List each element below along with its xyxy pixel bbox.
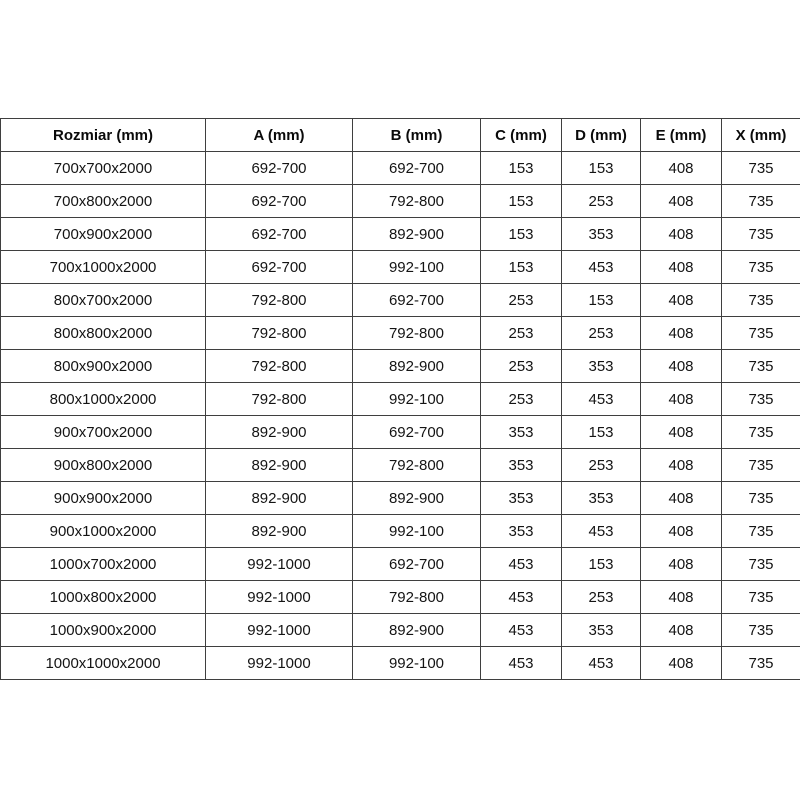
table-cell: 792-800 [206, 317, 353, 350]
table-cell: 892-900 [206, 449, 353, 482]
table-cell: 735 [722, 284, 800, 317]
table-cell: 800x700x2000 [1, 284, 206, 317]
table-cell: 900x1000x2000 [1, 515, 206, 548]
table-cell: 992-1000 [206, 548, 353, 581]
table-cell: 353 [481, 482, 562, 515]
table-cell: 892-900 [206, 482, 353, 515]
table-cell: 408 [641, 614, 722, 647]
table-row [1, 449, 800, 482]
table-cell: 153 [562, 152, 641, 185]
table-cell: 735 [722, 383, 800, 416]
table-cell: 453 [481, 581, 562, 614]
table-cell: 900x900x2000 [1, 482, 206, 515]
table-cell: 353 [481, 416, 562, 449]
table-cell: 700x1000x2000 [1, 251, 206, 284]
table-row [1, 647, 800, 680]
table-cell: 735 [722, 581, 800, 614]
table-cell: 408 [641, 449, 722, 482]
table-row [1, 383, 800, 416]
table-cell: 153 [562, 416, 641, 449]
table-cell: 892-900 [353, 350, 481, 383]
table-cell: 453 [481, 548, 562, 581]
column-header-4: D (mm) [562, 119, 641, 152]
table-cell: 792-800 [353, 185, 481, 218]
table-cell: 153 [481, 152, 562, 185]
table-cell: 892-900 [353, 482, 481, 515]
table-cell: 735 [722, 218, 800, 251]
table-cell: 735 [722, 251, 800, 284]
table-cell: 253 [481, 317, 562, 350]
table-cell: 453 [481, 647, 562, 680]
table-row [1, 251, 800, 284]
table-cell: 792-800 [206, 350, 353, 383]
table-cell: 408 [641, 218, 722, 251]
column-header-1: A (mm) [206, 119, 353, 152]
table-cell: 792-800 [353, 449, 481, 482]
table-cell: 353 [481, 449, 562, 482]
table-cell: 892-900 [206, 416, 353, 449]
table-row [1, 317, 800, 350]
header-row [1, 119, 800, 152]
table-cell: 692-700 [353, 284, 481, 317]
table-cell: 453 [562, 251, 641, 284]
table-cell: 735 [722, 548, 800, 581]
table-row [1, 614, 800, 647]
table-cell: 700x700x2000 [1, 152, 206, 185]
table-cell: 992-1000 [206, 581, 353, 614]
table-cell: 353 [562, 482, 641, 515]
column-header-6: X (mm) [722, 119, 800, 152]
table-cell: 735 [722, 482, 800, 515]
table-cell: 900x700x2000 [1, 416, 206, 449]
table-cell: 1000x700x2000 [1, 548, 206, 581]
table-cell: 253 [562, 317, 641, 350]
column-header-3: C (mm) [481, 119, 562, 152]
table-cell: 453 [562, 383, 641, 416]
table-cell: 900x800x2000 [1, 449, 206, 482]
table-cell: 253 [562, 449, 641, 482]
table-row [1, 581, 800, 614]
table-cell: 992-1000 [206, 647, 353, 680]
column-header-2: B (mm) [353, 119, 481, 152]
table-cell: 453 [562, 647, 641, 680]
table-cell: 153 [562, 284, 641, 317]
table-cell: 153 [481, 251, 562, 284]
table-cell: 735 [722, 350, 800, 383]
table-cell: 253 [481, 350, 562, 383]
table-cell: 408 [641, 383, 722, 416]
table-cell: 992-100 [353, 647, 481, 680]
dimensions-table-container [0, 118, 800, 680]
table-cell: 153 [562, 548, 641, 581]
table-cell: 992-100 [353, 383, 481, 416]
table-cell: 408 [641, 317, 722, 350]
table-cell: 792-800 [206, 284, 353, 317]
table-cell: 408 [641, 251, 722, 284]
table-row [1, 350, 800, 383]
table-cell: 892-900 [206, 515, 353, 548]
table-cell: 408 [641, 482, 722, 515]
table-row [1, 284, 800, 317]
table-cell: 253 [481, 284, 562, 317]
table-cell: 253 [481, 383, 562, 416]
table-row [1, 548, 800, 581]
table-cell: 692-700 [206, 251, 353, 284]
table-cell: 892-900 [353, 614, 481, 647]
table-cell: 735 [722, 647, 800, 680]
column-header-5: E (mm) [641, 119, 722, 152]
table-row [1, 482, 800, 515]
table-cell: 735 [722, 416, 800, 449]
table-cell: 735 [722, 317, 800, 350]
table-cell: 1000x900x2000 [1, 614, 206, 647]
table-cell: 353 [562, 614, 641, 647]
table-cell: 692-700 [206, 152, 353, 185]
table-cell: 408 [641, 350, 722, 383]
table-cell: 792-800 [353, 581, 481, 614]
table-row [1, 515, 800, 548]
table-body [1, 152, 800, 680]
table-cell: 153 [481, 185, 562, 218]
table-cell: 800x800x2000 [1, 317, 206, 350]
table-cell: 408 [641, 152, 722, 185]
table-cell: 892-900 [353, 218, 481, 251]
table-cell: 353 [481, 515, 562, 548]
table-head [1, 119, 800, 152]
table-cell: 153 [481, 218, 562, 251]
table-cell: 408 [641, 647, 722, 680]
table-cell: 692-700 [353, 152, 481, 185]
table-cell: 408 [641, 416, 722, 449]
table-cell: 792-800 [353, 317, 481, 350]
column-header-0: Rozmiar (mm) [1, 119, 206, 152]
table-cell: 792-800 [206, 383, 353, 416]
table-cell: 692-700 [206, 218, 353, 251]
table-cell: 992-100 [353, 515, 481, 548]
table-cell: 408 [641, 515, 722, 548]
table-cell: 253 [562, 185, 641, 218]
table-cell: 692-700 [353, 416, 481, 449]
table-cell: 253 [562, 581, 641, 614]
table-cell: 1000x1000x2000 [1, 647, 206, 680]
table-cell: 453 [562, 515, 641, 548]
table-row [1, 185, 800, 218]
table-cell: 800x900x2000 [1, 350, 206, 383]
table-row [1, 218, 800, 251]
table-cell: 353 [562, 218, 641, 251]
table-cell: 408 [641, 581, 722, 614]
table-cell: 700x900x2000 [1, 218, 206, 251]
table-cell: 735 [722, 449, 800, 482]
table-cell: 700x800x2000 [1, 185, 206, 218]
table-cell: 800x1000x2000 [1, 383, 206, 416]
table-cell: 735 [722, 515, 800, 548]
table-cell: 1000x800x2000 [1, 581, 206, 614]
table-row [1, 152, 800, 185]
table-cell: 992-1000 [206, 614, 353, 647]
table-row [1, 416, 800, 449]
table-cell: 453 [481, 614, 562, 647]
table-cell: 408 [641, 185, 722, 218]
table-cell: 992-100 [353, 251, 481, 284]
table-cell: 408 [641, 548, 722, 581]
table-cell: 353 [562, 350, 641, 383]
table-cell: 735 [722, 152, 800, 185]
table-cell: 735 [722, 185, 800, 218]
table-cell: 735 [722, 614, 800, 647]
table-cell: 408 [641, 284, 722, 317]
table-cell: 692-700 [353, 548, 481, 581]
table-cell: 692-700 [206, 185, 353, 218]
dimensions-table [0, 118, 800, 680]
